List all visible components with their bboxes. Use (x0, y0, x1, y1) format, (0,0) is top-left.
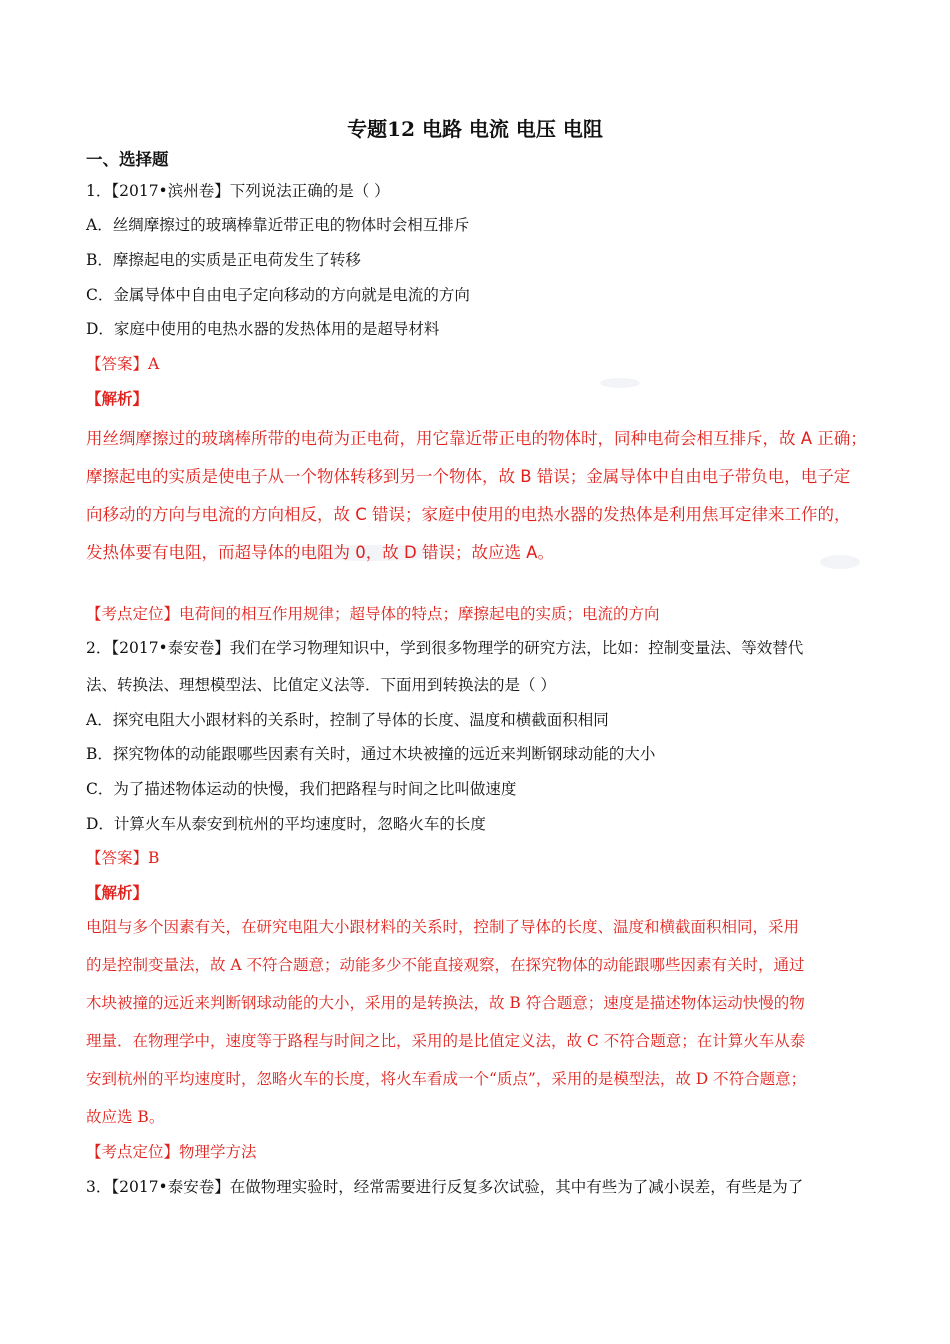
question-1-stem: 1．【2017•滨州卷】下列说法正确的是（ ） (86, 182, 390, 200)
question-1-option-d: D．家庭中使用的电热水器的发热体用的是超导材料 (86, 320, 440, 338)
question-1-explanation-line: 摩擦起电的实质是使电子从一个物体转移到另一个物体，故 B 错误；金属导体中自由电子带负电，电子定 (86, 467, 851, 486)
question-2-option-c: C．为了描述物体运动的快慢，我们把路程与时间之比叫做速度 (86, 780, 517, 798)
question-2-answer: 【答案】B (86, 849, 160, 867)
question-2-knowledge-point: 【考点定位】物理学方法 (86, 1143, 257, 1161)
question-2-explanation-line: 故应选 B。 (86, 1108, 165, 1126)
question-2-stem-line: 法、转换法、理想模型法、比值定义法等．下面用到转换法的是（ ） (86, 676, 556, 694)
question-1-option-c: C．金属导体中自由电子定向移动的方向就是电流的方向 (86, 286, 470, 304)
section-heading: 一、选择题 (86, 150, 169, 169)
question-2-explanation-line: 理量．在物理学中，速度等于路程与时间之比，采用的是比值定义法，故 C 不符合题意；在计算火车从泰 (86, 1032, 806, 1050)
question-1-option-b: B．摩擦起电的实质是正电荷发生了转移 (86, 251, 361, 269)
question-2-explanation-line: 木块被撞的远近来判断钢球动能的大小，采用的是转换法，故 B 符合题意；速度是描述物体运动快慢的物 (86, 994, 805, 1012)
question-2-analysis-label: 【解析】 (86, 883, 149, 902)
question-1-analysis-label: 【解析】 (86, 389, 149, 408)
question-1-answer: 【答案】A (86, 355, 160, 373)
question-2-option-a: A．探究电阻大小跟材料的关系时，控制了导体的长度、温度和横截面积相同 (86, 711, 609, 729)
question-1-explanation-line: 用丝绸摩擦过的玻璃棒所带的电荷为正电荷，用它靠近带正电的物体时，同种电荷会相互排斥，故 A 正确； (86, 429, 867, 448)
question-2-explanation-line: 的是控制变量法，故 A 不符合题意；动能多少不能直接观察，在探究物体的动能跟哪些因素有关时，通过 (86, 956, 805, 974)
page-title: 专题12 电路 电流 电压 电阻 (347, 117, 603, 141)
question-2-option-b: B．探究物体的动能跟哪些因素有关时，通过木块被撞的远近来判断钢球动能的大小 (86, 745, 656, 763)
question-2-stem-line: 2．【2017•泰安卷】我们在学习物理知识中，学到很多物理学的研究方法，比如：控制变量法、等效替代 (86, 639, 804, 657)
question-1-option-a: A．丝绸摩擦过的玻璃棒靠近带正电的物体时会相互排斥 (86, 216, 470, 234)
question-2-explanation-line: 电阻与多个因素有关，在研究电阻大小跟材料的关系时，控制了导体的长度、温度和横截面积相同，采用 (86, 918, 800, 936)
question-1-knowledge-point: 【考点定位】电荷间的相互作用规律；超导体的特点；摩擦起电的实质；电流的方向 (86, 605, 660, 623)
question-2-option-d: D．计算火车从泰安到杭州的平均速度时，忽略火车的长度 (86, 815, 486, 833)
watermark-blot (820, 555, 860, 569)
question-1-explanation-line: 向移动的方向与电流的方向相反，故 C 错误；家庭中使用的电热水器的发热体是利用焦耳定律来工作的， (86, 505, 851, 524)
question-3-stem: 3．【2017•泰安卷】在做物理实验时，经常需要进行反复多次试验，其中有些为了减小误差，有些是为了 (86, 1178, 804, 1196)
question-1-explanation-line: 发热体要有电阻，而超导体的电阻为 0，故 D 错误；故应选 A。 (86, 543, 554, 562)
watermark-blot (600, 378, 640, 388)
question-2-explanation-line: 安到杭州的平均速度时，忽略火车的长度，将火车看成一个“质点”，采用的是模型法，故 D 不符合题意； (86, 1070, 807, 1088)
